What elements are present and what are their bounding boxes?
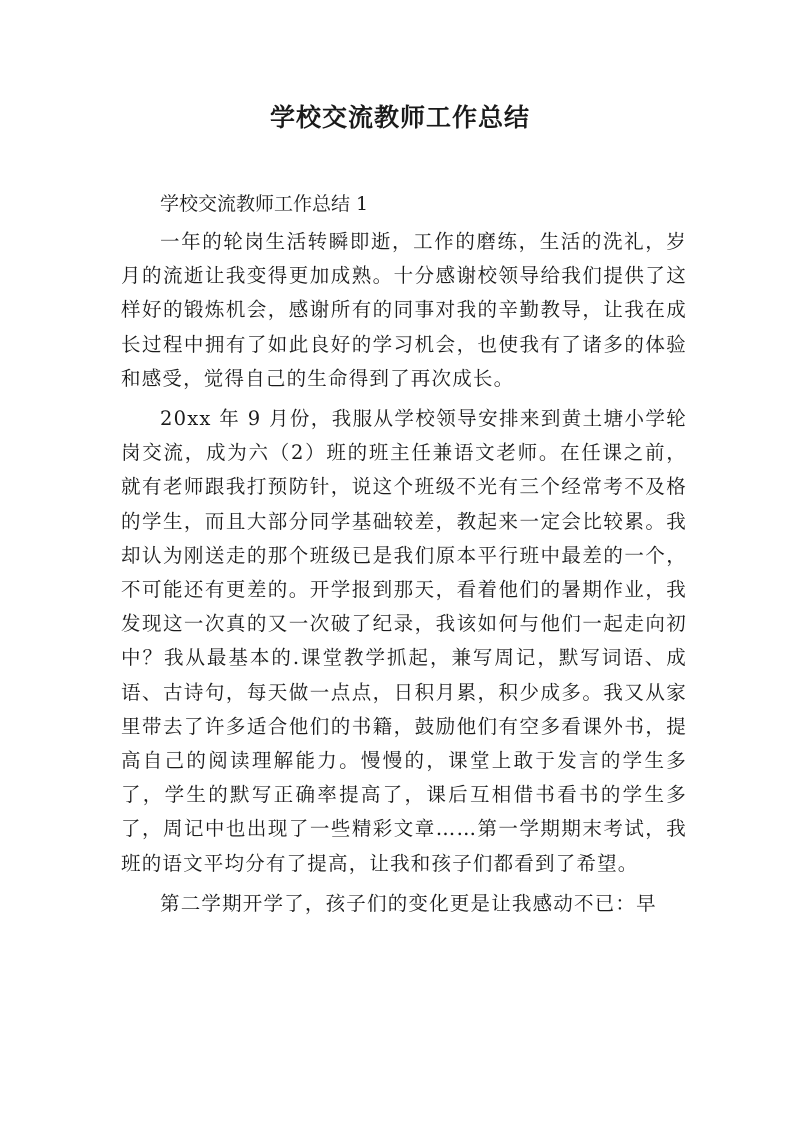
document-body bbox=[121, 225, 687, 927]
paragraph-1: 一年的轮岗生活转瞬即逝，工作的磨练，生活的洗礼，岁月的流逝让我变得更加成熟。十分感谢校领导给我们提供了这样好的锻炼机会，感谢所有的同事对我的辛勤教导，让我在成长过程中拥有了如此良好的学习机会，也使我有了诸多的体验和感受，觉得自己的生命得到了再次成长。 bbox=[121, 230, 687, 390]
section-heading: 学校交流教师工作总结 1 bbox=[160, 193, 369, 215]
paragraph-3: 第二学期开学了，孩子们的变化更是让我感动不已：早 bbox=[160, 891, 657, 915]
paragraph-2: 20xx 年 9 月份，我服从学校领导安排来到黄土塘小学轮岗交流，成为六（2）班的班主任兼语文老师。在任课之前，就有老师跟我打预防针，说这个班级不光有三个经常考不及格的学生，而且大部分同学基础较差，教起来一定会比较累。我却认为刚送走的那个班级已是我们原本平行班中最差的一个，不可能还有更差的。开学报到那天，看着他们的暑期作业，我发现这一次真的又一次破了纪录，我该如何与他们一起走向初中？我从最基本的.课堂教学抓起，兼写周记，默写词语、成语、古诗句，每天做一点点，日积月累，积少成多。我又从家里带去了许多适合他们的书籍，鼓励他们有空多看课外书，提高自己的阅读理解能力。慢慢的，课堂上敢于发言的学生多了，学生的默写正确率提高了，课后互相借书看书的学生多了，周记中也出现了一些精彩文章……第一学期期末考试，我班的语文平均分有了提高，让我和孩子们都看到了希望。 bbox=[121, 407, 687, 875]
document-title: 学校交流教师工作总结 bbox=[269, 103, 530, 132]
